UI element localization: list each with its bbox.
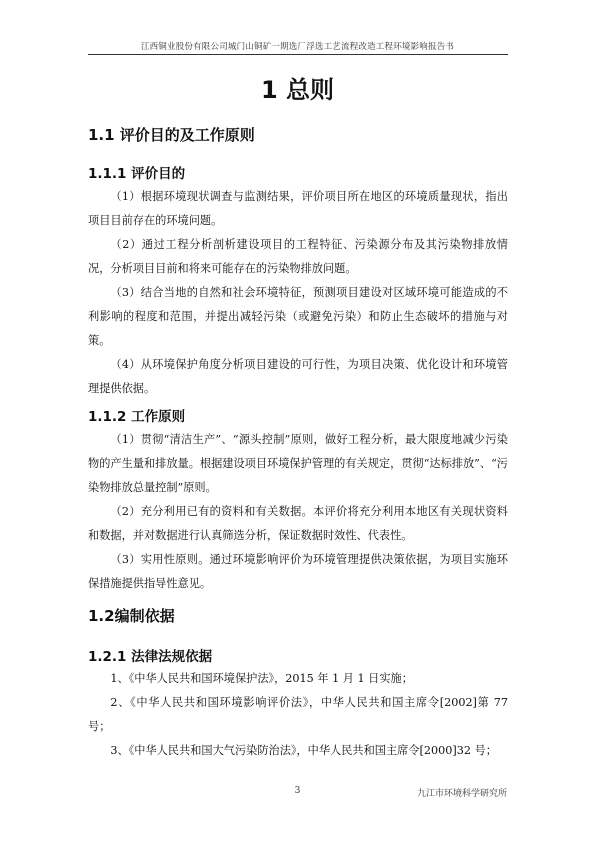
chapter-title: 1 总则 [260,76,335,104]
paragraph-principle-2: （2）充分利用已有的资料和有关数据。本评价将充分利用本地区有关现状资料和数据，并对数据进行认真筛选分析，保证数据时效性、代表性。 [88,505,508,542]
paragraph-purpose-1: （1）根据环境现状调查与监测结果，评价项目所在地区的环境质量现状，指出项目目前存在的环境问题。 [88,190,508,227]
paragraph-purpose-4: （4）从环境保护角度分析项目建设的可行性，为项目决策、优化设计和环境管理提供依据。 [88,358,508,395]
section-heading-1-2: 1.2编制依据 [88,607,175,625]
subsection-heading-1-1-1: 1.1.1 评价目的 [88,166,186,182]
subsection-heading-1-1-2: 1.1.2 工作原则 [88,409,186,425]
page-number: 3 [294,786,301,796]
paragraph-law-2: 2、《中华人民共和国环境影响评价法》，中华人民共和国主席令[2002]第 77 号； [88,696,508,733]
subsection-heading-1-2-1: 1.2.1 法律法规依据 [88,649,213,665]
paragraph-law-3: 3、《中华人民共和国大气污染防治法》，中华人民共和国主席令[2000]32 号； [110,744,497,757]
paragraph-purpose-2: （2）通过工程分析剖析建设项目的工程特征、污染源分布及其污染物排放情况，分析项目目前和将来可能存在的污染物排放问题。 [88,238,508,275]
paragraph-purpose-3: （3）结合当地的自然和社会环境特征，预测项目建设对区域环境可能造成的不利影响的程度和范围，并提出减轻污染（或避免污染）和防止生态破坏的措施与对策。 [88,286,508,347]
footer-organization: 九江市环境科学研究所 [416,789,507,799]
paragraph-law-1: 1、《中华人民共和国环境保护法》，2015 年 1 月 1 日实施； [110,672,413,685]
running-header: 江西铜业股份有限公司城门山铜矿一期选厂浮选工艺流程改造工程环境影响报告书 [140,42,455,52]
paragraph-principle-1: （1）贯彻“清洁生产”、“源头控制”原则，做好工程分析，最大限度地减少污染物的产生量和排放量。根据建设项目环境保护管理的有关规定，贯彻“达标排放”、“污染物排放总量控制”原则。 [88,433,508,494]
paragraph-principle-3: （3）实用性原则。通过环境影响评价为环境管理提供决策依据，为项目实施环保措施提供指导性意见。 [88,553,508,590]
header-rule [88,54,508,55]
section-heading-1-1: 1.1 评价目的及工作原则 [88,126,255,144]
